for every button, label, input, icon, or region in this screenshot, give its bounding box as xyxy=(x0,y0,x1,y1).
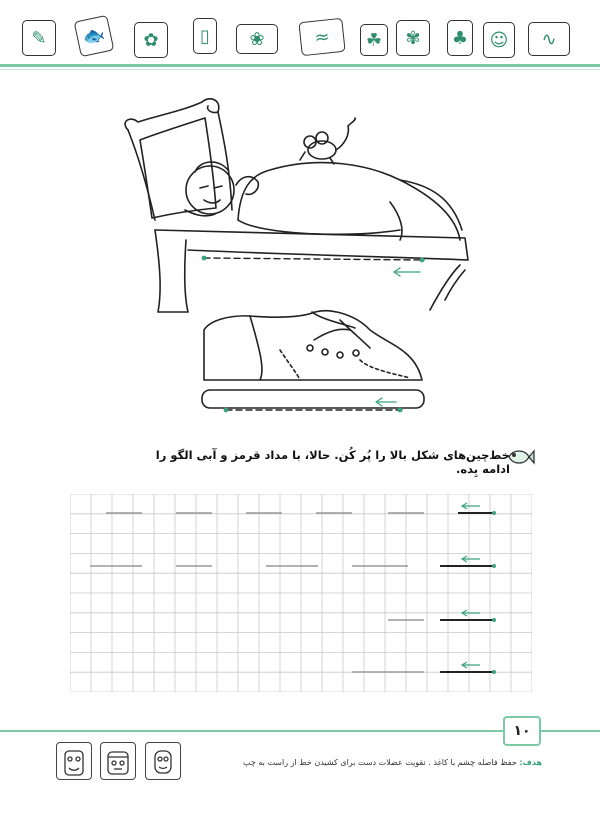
tile-fish-icon: 🐟 xyxy=(74,15,115,57)
start-dot xyxy=(492,564,496,568)
page-number: ۱۰ xyxy=(503,716,541,746)
tile-bottle-icon: ▯ xyxy=(193,18,217,54)
tile-flower-icon: ✿ xyxy=(134,22,168,58)
tile-creature-icon: ☺ xyxy=(483,22,515,58)
tile-wave-icon: ∿ xyxy=(528,22,570,56)
mouse-illustration xyxy=(300,118,355,164)
start-dot xyxy=(492,511,496,515)
tile-mushroom-icon: ♣ xyxy=(447,20,473,56)
tile-doodle-icon: ✎ xyxy=(22,20,56,56)
direction-arrow xyxy=(462,610,480,616)
shoe-illustration xyxy=(202,311,424,408)
direction-arrow xyxy=(462,662,480,668)
tile-frog-icon: ❀ xyxy=(236,24,278,54)
goal-text xyxy=(230,758,542,767)
tile-fish2-icon: ≈ xyxy=(298,18,345,56)
header-divider-thin xyxy=(0,69,600,70)
bed-illustration xyxy=(125,99,468,312)
tile-blossom-icon: ✾ xyxy=(396,20,430,56)
instruction-text: خط‌چین‌های شکل بالا را پُر کُن. حالا، با مداد قرمز و آبی الگو را ادامه بِده. xyxy=(155,448,510,476)
header-divider xyxy=(0,64,600,67)
goal-label: هدف: xyxy=(519,758,542,767)
practice-grid xyxy=(70,494,532,692)
tile-plant-icon: ☘ xyxy=(360,24,388,56)
face-tile-3-icon xyxy=(145,742,181,780)
illustration xyxy=(100,90,500,420)
direction-arrow xyxy=(462,503,480,509)
face-tile-2-icon xyxy=(100,742,136,780)
start-dot xyxy=(492,618,496,622)
direction-arrow xyxy=(462,556,480,562)
start-dot xyxy=(492,670,496,674)
face-tile-1-icon xyxy=(56,742,92,780)
goal-description: حفظ فاصله چشم با کاغذ . تقویت عضلات دست برای کشیدن خط از راست به چپ xyxy=(243,758,517,767)
